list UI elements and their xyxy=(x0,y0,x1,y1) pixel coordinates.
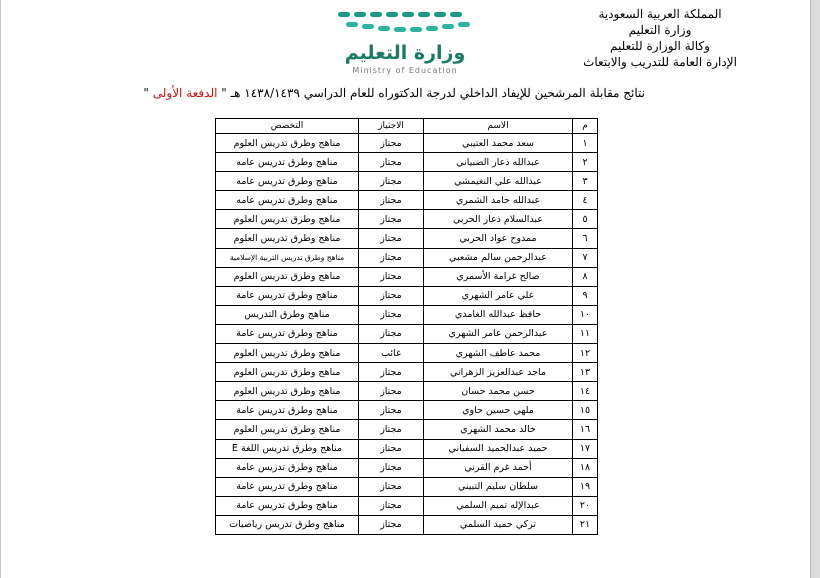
cell-name: حسن محمد حسان xyxy=(424,382,573,401)
cell-status: مجتاز xyxy=(359,439,424,458)
header-line-ministry: وزارة التعليم xyxy=(628,23,692,37)
cell-status: غائب xyxy=(359,344,424,363)
cell-status: مجتاز xyxy=(359,210,424,229)
cell-name: ممدوح عواد الحربي xyxy=(424,229,573,248)
table-row xyxy=(216,305,598,324)
logo-arabic-text: وزارة التعليم xyxy=(344,42,466,64)
results-table xyxy=(215,118,598,535)
cell-name: عبدالله علي النغيمشي xyxy=(424,172,573,191)
table-row xyxy=(216,191,598,210)
cell-status: مجتاز xyxy=(359,286,424,305)
cell-status: مجتاز xyxy=(359,477,424,496)
cell-name: عبدالسلام ذعار الحربي xyxy=(424,210,573,229)
table-row xyxy=(216,477,598,496)
title-end: " xyxy=(143,86,149,100)
cell-num: ٥ xyxy=(573,210,598,229)
cell-num: ١٠ xyxy=(573,305,598,324)
table-row xyxy=(216,515,598,534)
cell-num: ١٨ xyxy=(573,458,598,477)
logo-dots-graphic xyxy=(336,8,476,38)
cell-status: مجتاز xyxy=(359,305,424,324)
header-line-kingdom: المملكة العربية السعودية xyxy=(598,7,722,21)
cell-spec: مناهج وطرق تدريس عامه xyxy=(216,191,359,210)
title-main: نتائج مقابلة المرشحين للإيفاد الداخلي لدرجة الدكتوراه للعام الدراسي ١٤٣٨/١٤٣٩ هـ " xyxy=(221,86,645,100)
cell-num: ١٣ xyxy=(573,363,598,382)
cell-num: ٩ xyxy=(573,286,598,305)
cell-num: ١٧ xyxy=(573,439,598,458)
logo-english-text: Ministry of Education xyxy=(352,66,458,75)
cell-name: حافظ عبدالله الغامدي xyxy=(424,305,573,324)
col-header-spec: التخصص xyxy=(216,119,359,134)
table-header-row xyxy=(216,119,598,134)
cell-spec: مناهج وطرق تدريس العلوم xyxy=(216,382,359,401)
cell-name: عبدالله حامد الشمري xyxy=(424,191,573,210)
table-row xyxy=(216,210,598,229)
cell-num: ٦ xyxy=(573,229,598,248)
table-row xyxy=(216,286,598,305)
cell-status: مجتاز xyxy=(359,382,424,401)
cell-spec: مناهج وطرق التدريس xyxy=(216,305,359,324)
table-row xyxy=(216,248,598,267)
cell-spec: مناهج وطرق تدريس العلوم xyxy=(216,229,359,248)
cell-num: ٢ xyxy=(573,153,598,172)
cell-spec: مناهج وطرق تدريس عامة xyxy=(216,477,359,496)
cell-status: مجتاز xyxy=(359,153,424,172)
cell-status: مجتاز xyxy=(359,496,424,515)
cell-spec: مناهج وطرق تدريس عامة xyxy=(216,324,359,343)
cell-spec: مناهج وطرق تدريس عامه xyxy=(216,172,359,191)
cell-spec: مناهج وطرق تدريس العلوم xyxy=(216,134,359,153)
cell-name: علي عامر الشهري xyxy=(424,286,573,305)
cell-name: حميد عبدالحميد السفياني xyxy=(424,439,573,458)
title-highlight: الدفعة الأولى xyxy=(152,86,218,100)
cell-spec: مناهج وطرق تدريس العلوم xyxy=(216,363,359,382)
table-row xyxy=(216,267,598,286)
col-header-status: الاجتياز xyxy=(359,119,424,134)
cell-status: مجتاز xyxy=(359,172,424,191)
cell-status: مجتاز xyxy=(359,324,424,343)
cell-num: ٢٠ xyxy=(573,496,598,515)
cell-num: ٣ xyxy=(573,172,598,191)
ministry-logo xyxy=(330,8,480,78)
cell-name: سلطان سليم التبيني xyxy=(424,477,573,496)
cell-spec: مناهج وطرق تدريس العلوم xyxy=(216,210,359,229)
table-row xyxy=(216,439,598,458)
cell-spec: مناهج وطرق تدريس رياضيات xyxy=(216,515,359,534)
cell-num: ١١ xyxy=(573,324,598,343)
cell-name: عبدالإله تميم السلمي xyxy=(424,496,573,515)
cell-num: ١٤ xyxy=(573,382,598,401)
table-row xyxy=(216,382,598,401)
col-header-name: الاسم xyxy=(424,119,573,134)
cell-spec: مناهج وطرق تدريس العلوم xyxy=(216,420,359,439)
cell-name: محمد عاطف الشهري xyxy=(424,344,573,363)
cell-status: مجتاز xyxy=(359,267,424,286)
cell-status: مجتاز xyxy=(359,401,424,420)
cell-name: أحمد غرم القرني xyxy=(424,458,573,477)
window-left-edge xyxy=(0,0,1,578)
cell-num: ١٥ xyxy=(573,401,598,420)
cell-num: ١٦ xyxy=(573,420,598,439)
cell-spec: مناهج وطرق تدريس عامه xyxy=(216,153,359,172)
cell-name: ماجد عبدالعزيز الزهراني xyxy=(424,363,573,382)
cell-num: ٧ xyxy=(573,248,598,267)
table-row xyxy=(216,363,598,382)
vertical-scrollbar[interactable] xyxy=(810,0,820,578)
table-row xyxy=(216,420,598,439)
header-line-agency: وكالة الوزارة للتعليم xyxy=(610,39,710,53)
cell-num: ١٩ xyxy=(573,477,598,496)
cell-spec: مناهج وطرق تدريس عامة xyxy=(216,458,359,477)
cell-status: مجتاز xyxy=(359,134,424,153)
cell-status: مجتاز xyxy=(359,248,424,267)
cell-status: مجتاز xyxy=(359,191,424,210)
cell-name: ملهي حسين حاوي xyxy=(424,401,573,420)
table-row xyxy=(216,401,598,420)
cell-status: مجتاز xyxy=(359,420,424,439)
cell-spec: مناهج وطرق تدريس عامة xyxy=(216,401,359,420)
cell-num: ٨ xyxy=(573,267,598,286)
cell-name: صالح غرامة الأسمري xyxy=(424,267,573,286)
col-header-num: م xyxy=(573,119,598,134)
cell-spec: مناهج وطرق تدريس اللغة E xyxy=(216,439,359,458)
cell-status: مجتاز xyxy=(359,363,424,382)
cell-spec: مناهج وطرق تدريس عامة xyxy=(216,496,359,515)
cell-spec: مناهج وطرق تدريس عامة xyxy=(216,286,359,305)
cell-status: مجتاز xyxy=(359,515,424,534)
cell-name: عبدالله ذعار الضبياني xyxy=(424,153,573,172)
page-title xyxy=(143,86,645,100)
table-row xyxy=(216,496,598,515)
cell-num: ١ xyxy=(573,134,598,153)
cell-name: خالد محمد الشهري xyxy=(424,420,573,439)
table-row xyxy=(216,172,598,191)
cell-num: ١٢ xyxy=(573,344,598,363)
cell-num: ٢١ xyxy=(573,515,598,534)
ministry-header xyxy=(540,6,780,70)
header-line-department: الإدارة العامة للتدريب والابتعاث xyxy=(583,55,737,69)
cell-name: سعد محمد العتيبي xyxy=(424,134,573,153)
cell-spec: مناهج وطرق تدريس العلوم xyxy=(216,267,359,286)
cell-status: مجتاز xyxy=(359,458,424,477)
cell-status: مجتاز xyxy=(359,229,424,248)
cell-name: تركي حميد السلمي xyxy=(424,515,573,534)
table-row xyxy=(216,134,598,153)
cell-spec: مناهج وطرق تدريس التربية الإسلامية xyxy=(216,248,359,267)
cell-name: عبدالرحمن سالم مشعبي xyxy=(424,248,573,267)
table-row xyxy=(216,344,598,363)
table-row xyxy=(216,458,598,477)
table-row xyxy=(216,324,598,343)
cell-name: عبدالرحمن عامر الشهري xyxy=(424,324,573,343)
cell-spec: مناهج وطرق تدريس العلوم xyxy=(216,344,359,363)
table-row xyxy=(216,229,598,248)
table-row xyxy=(216,153,598,172)
cell-num: ٤ xyxy=(573,191,598,210)
